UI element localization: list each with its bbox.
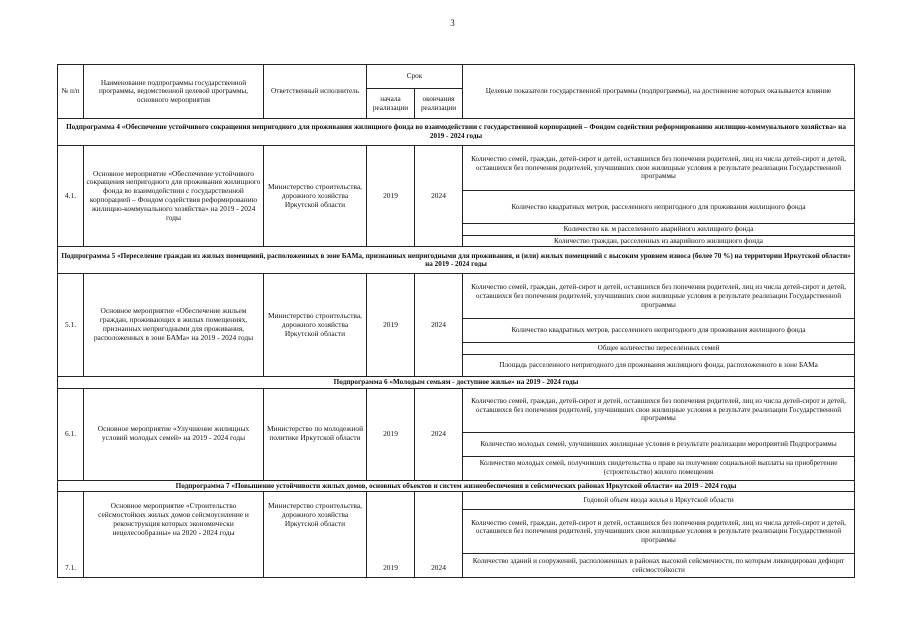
- indicator-cell: Количество семей, граждан, детей-сирот и детей, оставшихся без попечения родителей, лиц из числа детей-сирот и детей, оставшихся без попечения родителей, улучшивших свои жилищные условия в результате реализации Государственной программы: [463, 274, 855, 319]
- section-title: Подпрограмма 7 «Повышение устойчивости жилых домов, основных объектов и систем жизнеобеспечения в сейсмических районах Иркутской области» на 2019 - 2024 годы: [58, 480, 855, 492]
- indicator-cell: Количество семей, граждан, детей-сирот и детей, оставшихся без попечения родителей, лиц из числа детей-сирот и детей, оставшихся без попечения родителей, улучшивших свои жилищные условия в результате реализации Государственной программы: [463, 510, 855, 554]
- indicator-cell: Количество квадратных метров, расселенного непригодного для проживания жилищного фонда: [463, 319, 855, 343]
- header-indicators: Целевые показатели государственной программы (подпрограммы), на достижение которых оказывается влияние: [463, 65, 855, 119]
- indicator-cell: Количество молодых семей, получивших свидетельства о праве на получение социальной выплаты на приобретение (строительство) жилого помещения: [463, 456, 855, 480]
- header-end: окончания реализации: [415, 89, 463, 119]
- section-title: Подпрограмма 5 «Переселение граждан из жилых помещений, расположенных в зоне БАМа, признанных непригодными для проживания, и (или) жилых помещений с высоким уровнем износа (более 70 %) на территории Иркутской области» на 2019 - 2024 годы: [58, 247, 855, 274]
- section-title-row: [58, 480, 855, 492]
- table-row: [58, 274, 855, 319]
- indicator-cell: Площадь расселенного непригодного для проживания жилищного фонда, расположенного в зоне БАМа: [463, 354, 855, 376]
- header-row: [58, 65, 855, 89]
- section-title: Подпрограмма 4 «Обеспечение устойчивого сокращения непригодного для проживания жилищного фонда во взаимодействии с государственной корпорацией – Фондом содействия реформированию жилищно-коммунального хозяйства» на 2019 - 2024 годы: [58, 119, 855, 146]
- indicator-cell: Количество кв. м расселенного аварийного жилищного фонда: [463, 224, 855, 236]
- row-end: 2024: [415, 146, 463, 247]
- header-num: № п/п: [58, 65, 84, 119]
- table-row: [58, 146, 855, 191]
- header-name: Наименование подпрограммы государственной программы, ведомственной целевой программы, основного мероприятия: [84, 65, 264, 119]
- indicator-cell: Количество граждан, расселенных из аварийного жилищного фонда: [463, 235, 855, 247]
- indicator-cell: Годовой объем ввода жилья в Иркутской области: [463, 492, 855, 510]
- section-title-row: [58, 119, 855, 146]
- table-row: [58, 388, 855, 432]
- row-num: 6.1.: [58, 388, 84, 480]
- row-num: 5.1.: [58, 274, 84, 377]
- row-end: 2024: [415, 274, 463, 377]
- section-title-row: [58, 376, 855, 388]
- row-name: Основное мероприятие «Обеспечение устойчивого сокращения непригодного для проживания жилищного фонда во взаимодействии с государственной корпорацией – Фондом содействия реформированию жилищно-коммунального хозяйства» на 2019 - 2024 годы: [84, 146, 264, 247]
- indicator-cell: Количество зданий и сооружений, расположенных в районах высокой сейсмичности, по которым ликвидирован дефицит сейсмостойкости: [463, 554, 855, 578]
- row-name: Основное мероприятие «Обеспечение жильем граждан, проживающих в жилых помещениях, признанных непригодными для проживания, расположенных в зоне БАМа» на 2019 - 2024 годы: [84, 274, 264, 377]
- row-responsible: Министерство строительства, дорожного хозяйства Иркутской области: [264, 146, 367, 247]
- indicator-cell: Количество семей, граждан, детей-сирот и детей, оставшихся без попечения родителей, лиц из числа детей-сирот и детей, оставшихся без попечения родителей, улучшивших свои жилищные условия в результате реализации Государственной программы: [463, 146, 855, 191]
- row-start: 2019: [367, 274, 415, 377]
- page-number: 3: [450, 18, 455, 28]
- row-name: Основное мероприятие «Строительство сейсмостойких жилых домов сейсмоусиление и реконструкция которых экономически нецелесообразны» на 2020 - 2024 годы: [84, 492, 264, 578]
- row-num: 4.1.: [58, 146, 84, 247]
- header-responsible: Ответственный исполнитель: [264, 65, 367, 119]
- table-row: [58, 492, 855, 510]
- row-responsible: Министерство строительства, дорожного хозяйства Иркутской области: [264, 274, 367, 377]
- indicator-cell: Количество молодых семей, улучшивших жилищные условия в результате реализации мероприятий Подпрограммы: [463, 432, 855, 456]
- row-end: 2024: [415, 492, 463, 578]
- indicator-cell: Количество квадратных метров, расселенного непригодного для проживания жилищного фонда: [463, 191, 855, 224]
- row-start: 2019: [367, 492, 415, 578]
- row-end: 2024: [415, 388, 463, 480]
- header-term: Срок: [367, 65, 463, 89]
- section-title-row: [58, 247, 855, 274]
- header-start: начала реализации: [367, 89, 415, 119]
- row-responsible: Министерство строительства, дорожного хозяйства Иркутской области: [264, 492, 367, 578]
- section-title: Подпрограмма 6 «Молодым семьям - доступное жилье» на 2019 - 2024 годы: [58, 376, 855, 388]
- program-table: [57, 64, 855, 578]
- row-start: 2019: [367, 388, 415, 480]
- row-start: 2019: [367, 146, 415, 247]
- row-responsible: Министерство по молодежной политике Иркутской области: [264, 388, 367, 480]
- row-name: Основное мероприятие «Улучшение жилищных условий молодых семей» на 2019 - 2024 годы: [84, 388, 264, 480]
- indicator-cell: Количество семей, граждан, детей-сирот и детей, оставшихся без попечения родителей, лиц из числа детей-сирот и детей, оставшихся без попечения родителей, улучшивших свои жилищные условия в результате реализации Государственной программы: [463, 388, 855, 432]
- indicator-cell: Общее количество переселенных семей: [463, 343, 855, 355]
- row-num: 7.1.: [58, 492, 84, 578]
